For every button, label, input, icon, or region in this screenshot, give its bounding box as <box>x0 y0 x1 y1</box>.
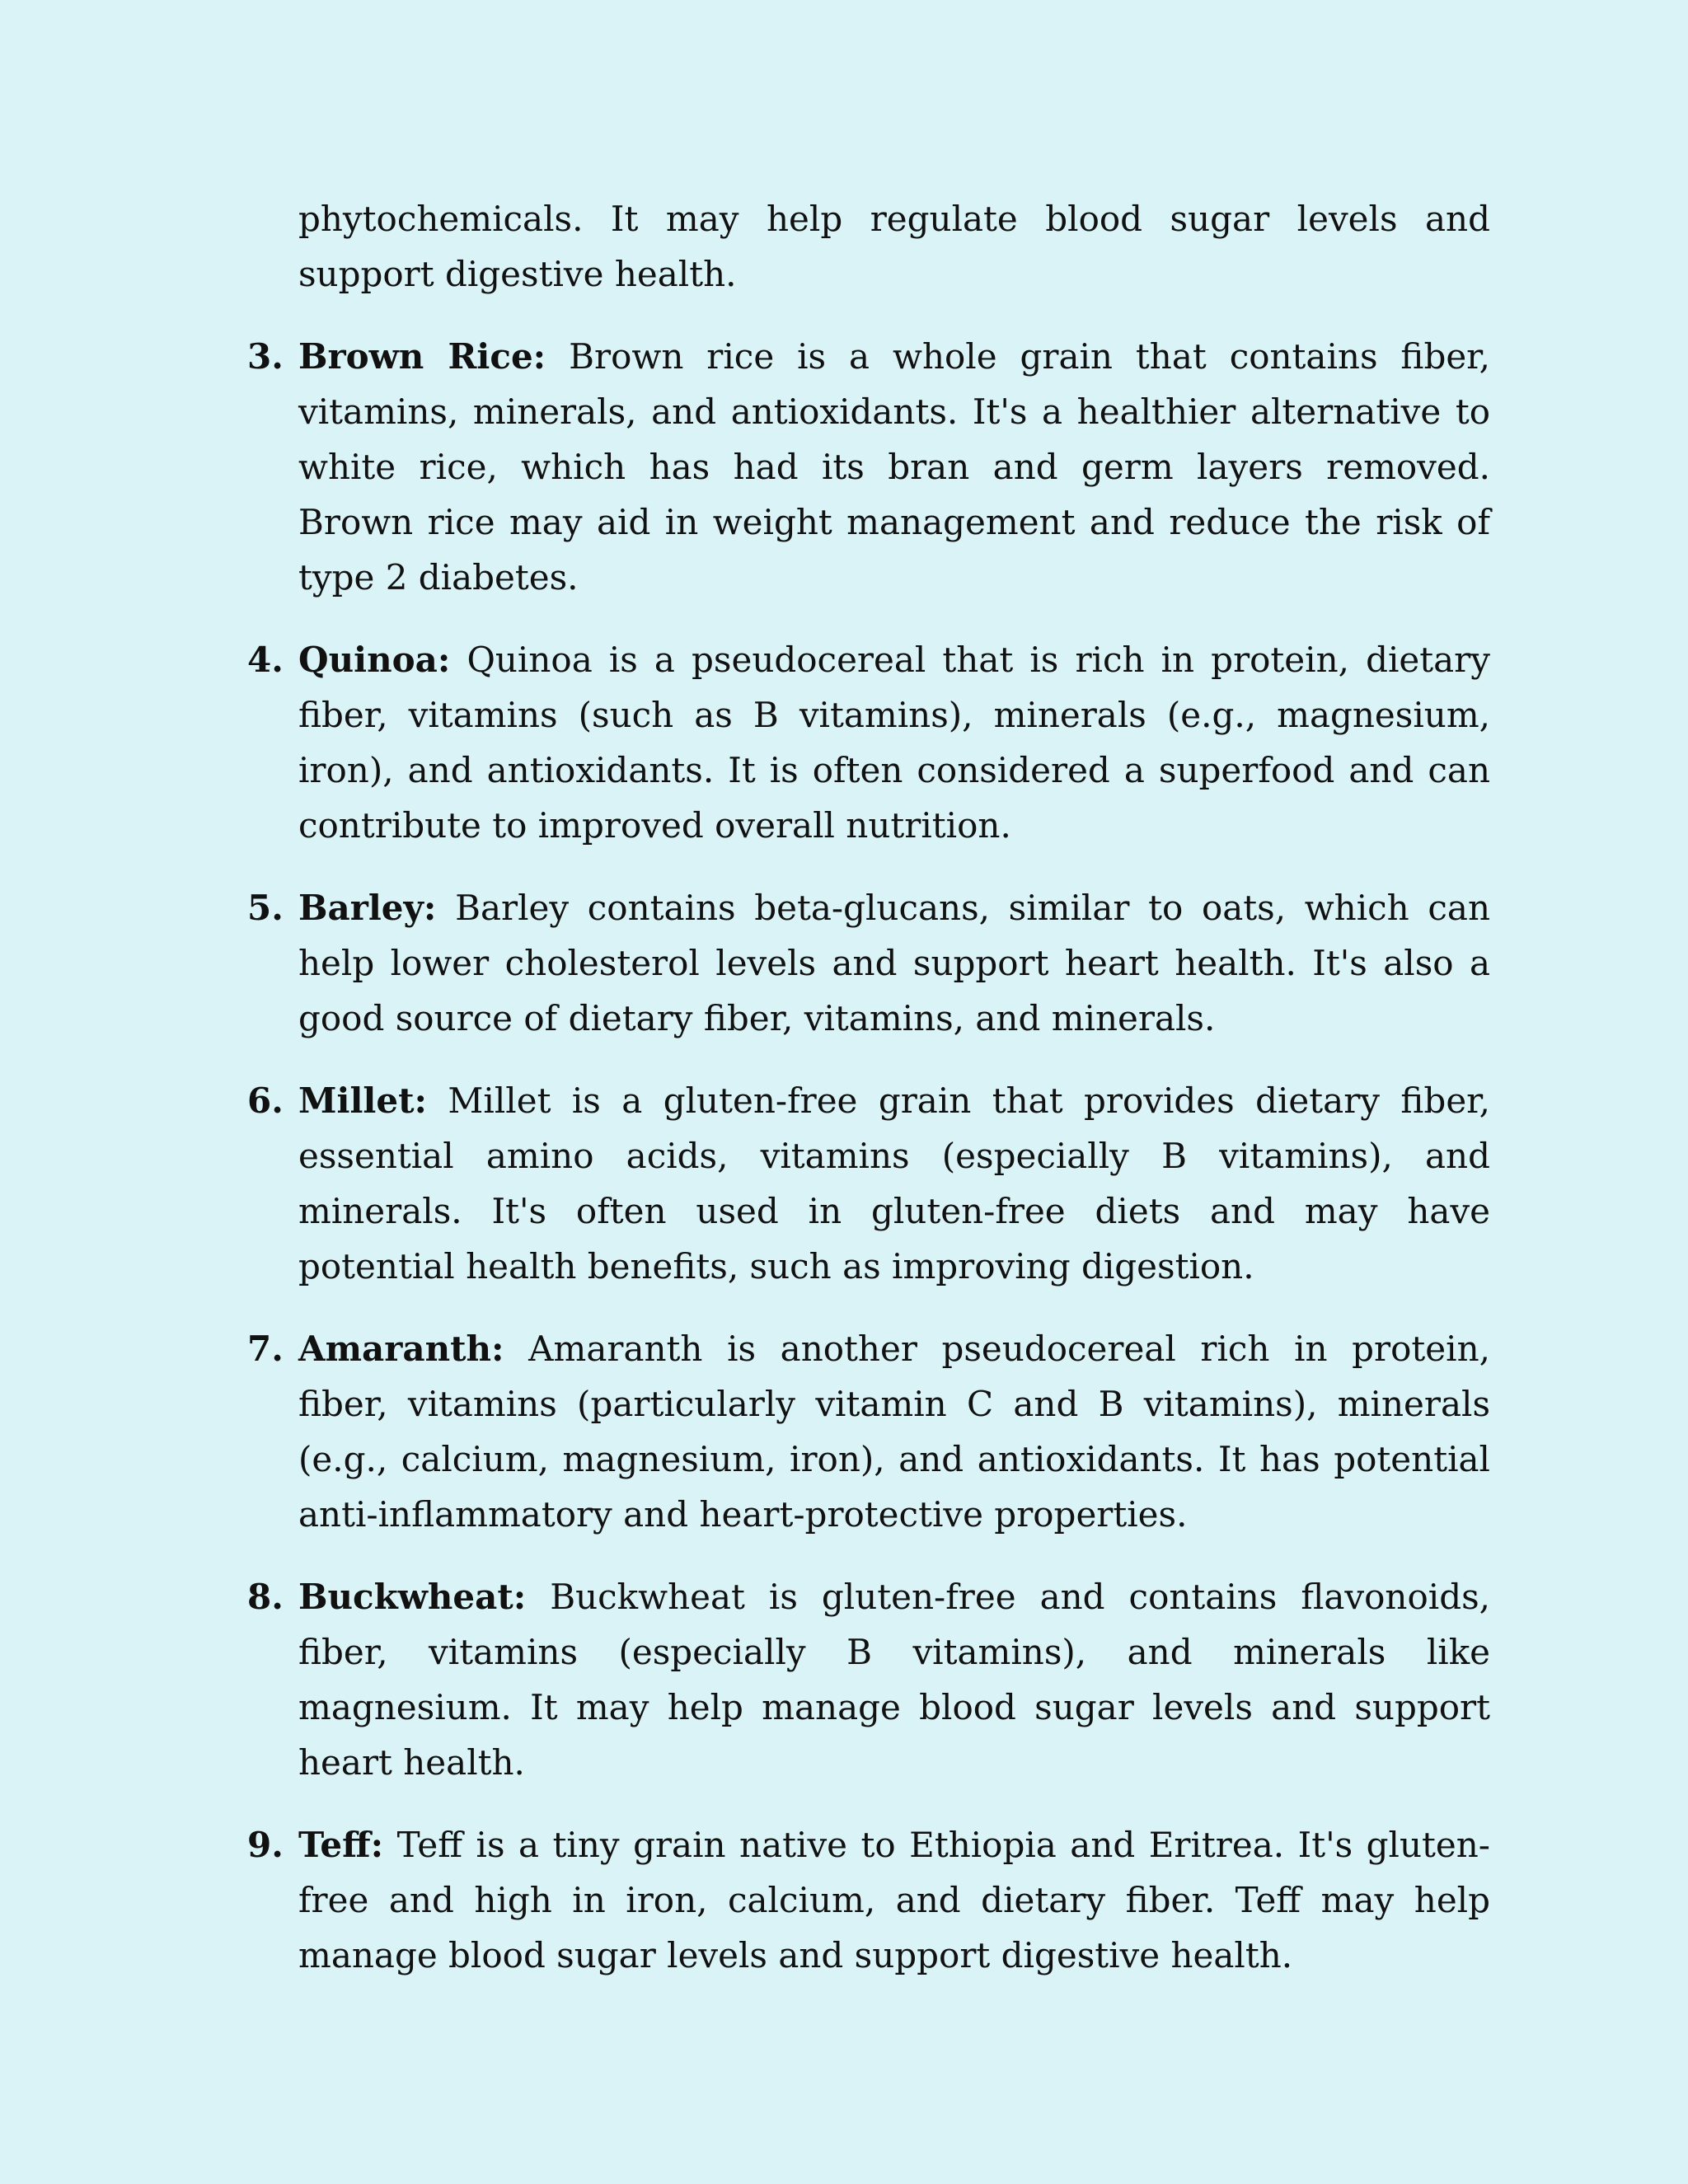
grain-list <box>247 191 1490 1983</box>
list-item-body <box>298 1817 1490 1983</box>
list-item-body <box>298 1073 1490 1294</box>
list-number: 5. <box>247 888 284 928</box>
item-description: Brown rice is a whole grain that contains fiber, vitamins, minerals, and antioxidants. It's a healthier alternative to white rice, which has had its bran and germ layers removed. Brown rice may aid in weight management and reduce the risk of type 2 diabetes. <box>298 336 1490 598</box>
item-term: Barley: <box>298 888 437 928</box>
item-description: Quinoa is a pseudocereal that is rich in protein, dietary fiber, vitamins (such as B vitamins), minerals (e.g., magnesium, iron), and antioxidants. It is often considered a superfood and can contribute to improved overall nutrition. <box>298 640 1490 846</box>
item-term: Amaranth: <box>298 1329 504 1369</box>
list-number: 4. <box>247 640 284 680</box>
item-description: Amaranth is another pseudocereal rich in protein, fiber, vitamins (particularly vitamin C and B vitamins), minerals (e.g., calcium, magnesium, iron), and antioxidants. It has potential anti-inflammatory and heart-protective properties. <box>298 1329 1490 1535</box>
list-number: 7. <box>247 1329 284 1369</box>
list-number: 8. <box>247 1577 284 1617</box>
item-term: Brown Rice: <box>298 336 546 377</box>
list-item-body <box>298 632 1490 853</box>
list-item-brown-rice <box>247 329 1490 605</box>
item-description: Teff is a tiny grain native to Ethiopia and Eritrea. It's gluten-free and high in iron, calcium, and dietary fiber. Teff may help manage blood sugar levels and support digestive health. <box>298 1825 1490 1975</box>
item-term: Quinoa: <box>298 640 451 680</box>
list-item-teff <box>247 1817 1490 1983</box>
list-item-buckwheat <box>247 1569 1490 1790</box>
list-number: 6. <box>247 1080 284 1121</box>
item-term: Teff: <box>298 1825 384 1865</box>
list-item-amaranth <box>247 1321 1490 1542</box>
list-number: 3. <box>247 336 284 377</box>
item-term: Millet: <box>298 1080 427 1121</box>
item-term: Buckwheat: <box>298 1577 527 1617</box>
item-description: Millet is a gluten-free grain that provides dietary fiber, essential amino acids, vitamins (especially B vitamins), and minerals. It's often used in gluten-free diets and may have potential health benefits, such as improving digestion. <box>298 1080 1490 1286</box>
item-description: Barley contains beta-glucans, similar to oats, which can help lower cholesterol levels and support heart health. It's also a good source of dietary fiber, vitamins, and minerals. <box>298 888 1490 1038</box>
item-description: Buckwheat is gluten-free and contains flavonoids, fiber, vitamins (especially B vitamins), and minerals like magnesium. It may help manage blood sugar levels and support heart health. <box>298 1577 1490 1783</box>
list-number: 9. <box>247 1825 284 1865</box>
list-item-body <box>298 329 1490 605</box>
list-item-body <box>298 880 1490 1046</box>
list-item-millet <box>247 1073 1490 1294</box>
list-item-barley <box>247 880 1490 1046</box>
list-item-quinoa <box>247 632 1490 853</box>
list-item-body <box>298 1569 1490 1790</box>
continuation-paragraph: phytochemicals. It may help regulate blood sugar levels and support digestive health. <box>298 199 1490 294</box>
list-item-body <box>298 1321 1490 1542</box>
